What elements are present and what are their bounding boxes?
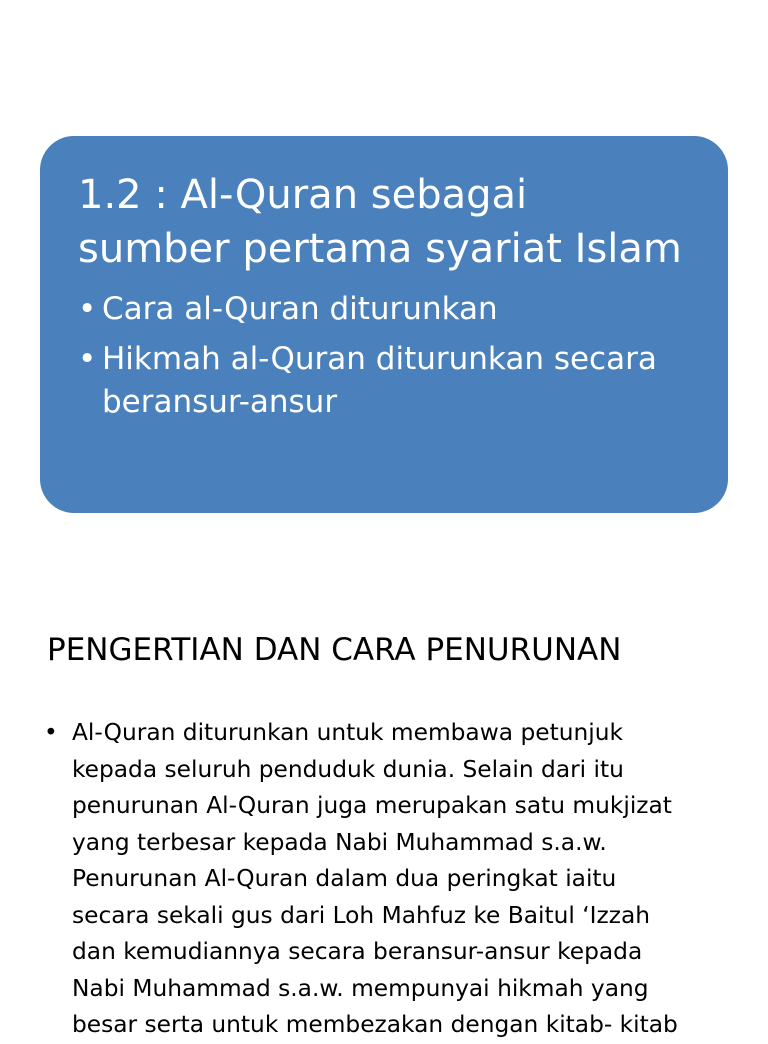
section-heading: PENGERTIAN DAN CARA PENURUNAN <box>47 632 622 668</box>
title-bullet-item: • Hikmah al-Quran diturunkan secara beransur-ansur <box>78 338 690 424</box>
paragraph-line: penurunan Al-Quran juga merupakan satu mukjizat <box>72 792 672 819</box>
title-bullet-list <box>78 288 690 424</box>
paragraph-line: Nabi Muhammad s.a.w. mempunyai hikmah yang <box>72 974 649 1002</box>
paragraph-line: Penurunan Al-Quran dalam dua peringkat iaitu <box>72 865 617 892</box>
paragraph-line: • Al-Quran diturunkan untuk membawa petunjuk <box>72 719 623 746</box>
title-box <box>40 136 728 513</box>
body-bullet-item <box>42 715 732 1044</box>
paragraph-line: besar serta untuk membezakan dengan kitab- kitab <box>72 1011 678 1038</box>
paragraph-line: kepada seluruh penduduk dunia. Selain dari itu <box>72 755 624 783</box>
paragraph-line: yang terbesar kepada Nabi Muhammad s.a.w. <box>72 828 607 856</box>
paragraph-line: dan kemudiannya secara beransur-ansur kepada <box>72 938 643 965</box>
paragraph-line: secara sekali gus dari Loh Mahfuz ke Baitul ‘Izzah <box>72 901 651 929</box>
title-bullet-item: • Cara al-Quran diturunkan <box>78 288 690 331</box>
body-bullet-list <box>42 715 732 1044</box>
slide-title: 1.2 : Al-Quran sebagai sumber pertama syariat Islam <box>78 172 682 272</box>
